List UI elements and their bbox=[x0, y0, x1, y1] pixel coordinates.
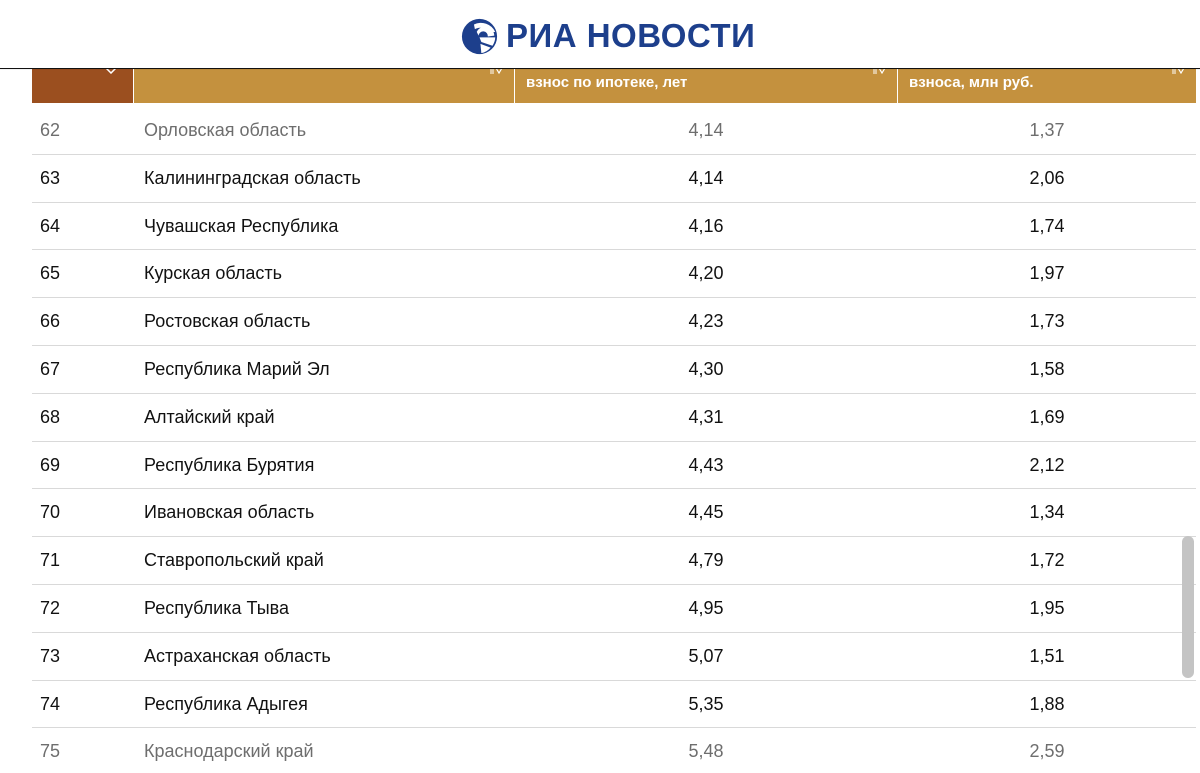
region-cell: Чувашская Республика bbox=[144, 215, 339, 236]
column-header-label: взноса, млн руб. bbox=[909, 74, 1034, 91]
logo-wordmark: РИА НОВОСТИ bbox=[506, 17, 756, 54]
term-cell: 4,95 bbox=[688, 597, 724, 618]
table-row bbox=[32, 728, 1196, 773]
rank-cell: 68 bbox=[40, 406, 61, 427]
region-cell: Калининградская область bbox=[144, 167, 361, 188]
table-row bbox=[32, 203, 1196, 251]
amount-cell: 2,12 bbox=[1029, 454, 1065, 475]
table-row bbox=[32, 155, 1196, 203]
rank-cell: 62 bbox=[40, 120, 61, 140]
region-cell: Курская область bbox=[144, 263, 282, 284]
term-cell: 4,30 bbox=[688, 358, 724, 379]
amount-cell: 1,95 bbox=[1029, 597, 1065, 618]
rank-cell: 64 bbox=[40, 215, 61, 236]
region-cell: Республика Тыва bbox=[144, 597, 290, 618]
term-cell: 4,45 bbox=[688, 502, 724, 523]
rank-cell: 72 bbox=[40, 597, 61, 618]
region-cell: Алтайский край bbox=[144, 406, 275, 427]
term-cell: 4,23 bbox=[688, 311, 724, 332]
ria-logo[interactable] bbox=[461, 17, 755, 55]
rank-cell: 75 bbox=[40, 741, 61, 762]
amount-cell: 1,97 bbox=[1029, 263, 1065, 284]
term-cell: 4,14 bbox=[688, 120, 724, 140]
scrollbar-thumb[interactable] bbox=[1182, 536, 1194, 678]
region-cell: Республика Адыгея bbox=[144, 693, 308, 714]
region-cell: Ростовская область bbox=[144, 311, 311, 332]
region-cell: Краснодарский край bbox=[144, 741, 314, 762]
amount-cell: 1,58 bbox=[1029, 358, 1065, 379]
amount-cell: 1,37 bbox=[1029, 120, 1065, 140]
term-cell: 4,20 bbox=[688, 263, 724, 284]
term-cell: 4,43 bbox=[688, 454, 724, 475]
region-cell: Астраханская область bbox=[144, 645, 331, 666]
rank-cell: 63 bbox=[40, 167, 61, 188]
region-cell: Ивановская область bbox=[144, 502, 315, 523]
table-row bbox=[32, 633, 1196, 681]
rank-cell: 67 bbox=[40, 358, 61, 379]
table-row bbox=[32, 346, 1196, 394]
ria-globe-icon bbox=[461, 18, 498, 55]
rank-cell: 73 bbox=[40, 645, 61, 666]
region-cell: Ставропольский край bbox=[144, 550, 324, 571]
table-row bbox=[32, 681, 1196, 729]
rank-cell: 74 bbox=[40, 693, 61, 714]
term-cell: 4,79 bbox=[688, 550, 724, 571]
rank-cell: 66 bbox=[40, 311, 61, 332]
region-cell: Республика Марий Эл bbox=[144, 358, 330, 379]
amount-cell: 2,06 bbox=[1029, 167, 1065, 188]
table-body bbox=[32, 107, 1196, 773]
table-row bbox=[32, 250, 1196, 298]
amount-cell: 2,59 bbox=[1029, 741, 1065, 762]
table-row bbox=[32, 394, 1196, 442]
table-row bbox=[32, 107, 1196, 155]
amount-cell: 1,74 bbox=[1029, 215, 1065, 236]
region-cell: Орловская область bbox=[144, 120, 307, 140]
site-header bbox=[0, 0, 1200, 69]
amount-cell: 1,51 bbox=[1029, 645, 1065, 666]
amount-cell: 1,73 bbox=[1029, 311, 1065, 332]
amount-cell: 1,72 bbox=[1029, 550, 1065, 571]
column-header-label: взнос по ипотеке, лет bbox=[526, 74, 688, 91]
table-row bbox=[32, 442, 1196, 490]
table-row bbox=[32, 537, 1196, 585]
amount-cell: 1,88 bbox=[1029, 693, 1065, 714]
amount-cell: 1,69 bbox=[1029, 406, 1065, 427]
term-cell: 5,48 bbox=[688, 741, 724, 762]
region-cell: Республика Бурятия bbox=[144, 454, 315, 475]
term-cell: 5,35 bbox=[688, 693, 724, 714]
table-row bbox=[32, 585, 1196, 633]
term-cell: 5,07 bbox=[688, 645, 724, 666]
term-cell: 4,31 bbox=[688, 406, 724, 427]
table-row bbox=[32, 489, 1196, 537]
rank-cell: 70 bbox=[40, 502, 61, 523]
table-row bbox=[32, 298, 1196, 346]
rank-cell: 71 bbox=[40, 550, 61, 571]
term-cell: 4,16 bbox=[688, 215, 724, 236]
term-cell: 4,14 bbox=[688, 167, 724, 188]
rank-cell: 65 bbox=[40, 263, 61, 284]
rank-cell: 69 bbox=[40, 454, 61, 475]
amount-cell: 1,34 bbox=[1029, 502, 1065, 523]
